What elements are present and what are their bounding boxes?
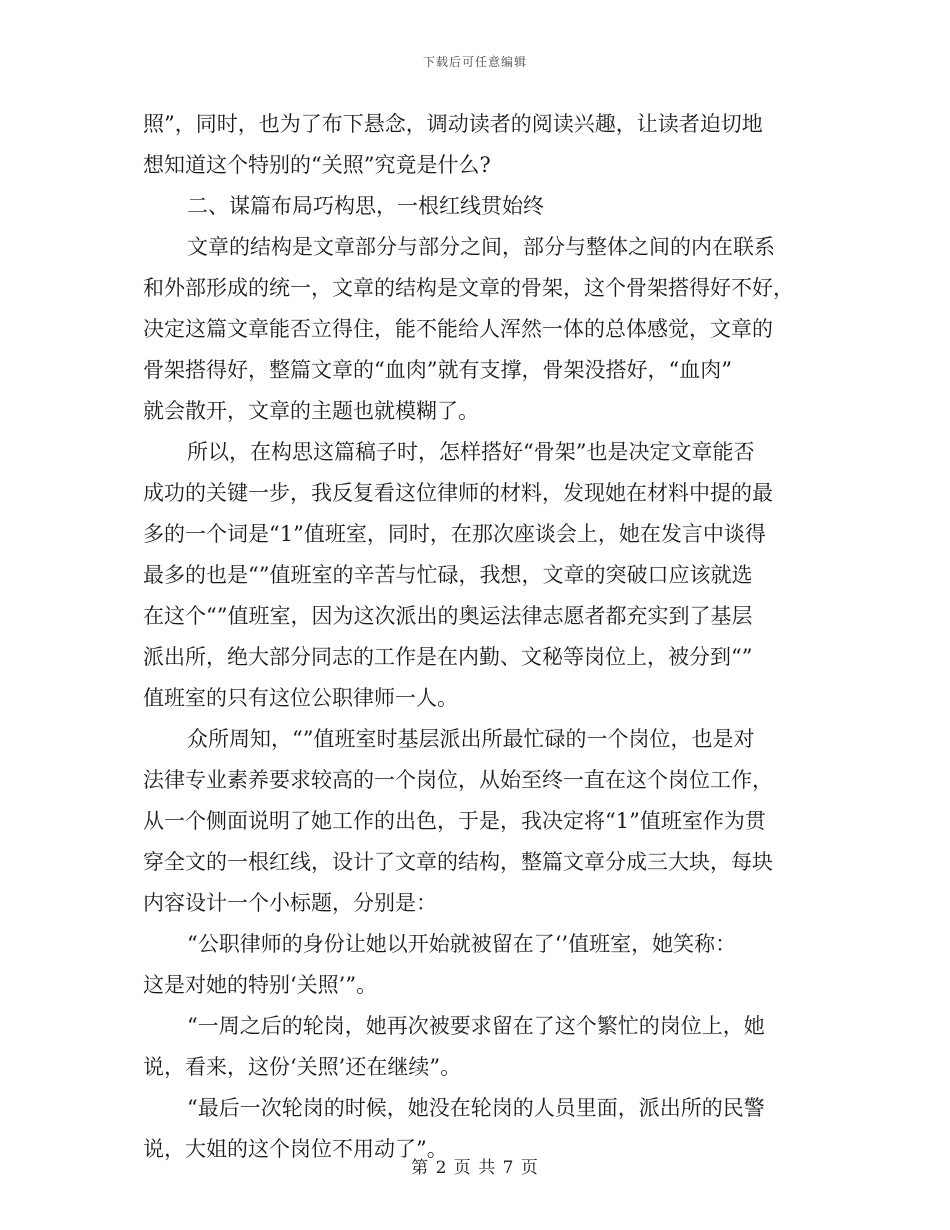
quoted-subtitle-line: “一周之后的轮岗，她再次被要求留在了这个繁忙的岗位上，她 — [187, 1014, 765, 1038]
body-line: 决定这篇文章能否立得住，能不能给人浑然一体的总体感觉，文章的 — [143, 317, 773, 341]
document-body — [143, 104, 807, 1170]
body-line: 从一个侧面说明了她工作的出色，于是，我决定将“1”值班室作为贯 — [143, 809, 766, 833]
body-line: 照”，同时，也为了布下悬念，调动读者的阅读兴趣，让读者迫切地 — [143, 112, 763, 136]
body-line: 法律专业素养要求较高的一个岗位，从始至终一直在这个岗位工作， — [143, 768, 773, 792]
quoted-subtitle-line: 说，看来，这份‘关照’还在继续”。 — [143, 1055, 462, 1079]
body-line: 骨架搭得好，整篇文章的“血肉”就有支撑，骨架没搭好，“血肉” — [143, 358, 732, 382]
body-line: 成功的关键一步，我反复看这位律师的材料，发现她在材料中提的最 — [143, 481, 773, 505]
body-line: 在这个“”值班室，因为这次派出的奥运法律志愿者都充实到了基层 — [143, 604, 753, 628]
body-line: 想知道这个特别的“关照”究竟是什么? — [143, 153, 491, 177]
body-line: 文章的结构是文章部分与部分之间，部分与整体之间的内在联系 — [187, 235, 775, 259]
quoted-subtitle-line: “最后一次轮岗的时候，她没在轮岗的人员里面，派出所的民警 — [187, 1096, 765, 1120]
page-header-note: 下载后可任意编辑 — [422, 55, 527, 69]
quoted-subtitle-line: 这是对她的特别‘关照’”。 — [143, 973, 378, 997]
body-line: 就会散开，文章的主题也就模糊了。 — [143, 399, 479, 423]
body-line: 内容设计一个小标题，分别是： — [143, 891, 437, 915]
body-line: 派出所，绝大部分同志的工作是在内勤、文秘等岗位上，被分到“” — [143, 645, 753, 669]
body-line: 多的一个词是“1”值班室，同时，在那次座谈会上，她在发言中谈得 — [143, 522, 766, 546]
body-line: 穿全文的一根红线，设计了文章的结构，整篇文章分成三大块，每块 — [143, 850, 773, 874]
body-line: 最多的也是“”值班室的辛苦与忙碌，我想，文章的突破口应该就选 — [143, 563, 753, 587]
quoted-subtitle-line: “公职律师的身份让她以开始就被留在了‘’值班室，她笑称： — [187, 932, 737, 956]
page-number: 第 2 页 共 7 页 — [411, 1158, 539, 1178]
body-line: 所以，在构思这篇稿子时，怎样搭好“骨架”也是决定文章能否 — [187, 440, 755, 464]
section-heading: 二、谋篇布局巧构思，一根红线贯始终 — [187, 194, 544, 218]
quoted-subtitle-line: 说，大姐的这个岗位不用动了”。 — [143, 1137, 448, 1161]
body-line: 和外部形成的统一，文章的结构是文章的骨架，这个骨架搭得好不好， — [143, 276, 794, 300]
body-line: 众所周知，“”值班室时基层派出所最忙碌的一个岗位，也是对 — [187, 727, 755, 751]
body-line: 值班室的只有这位公职律师一人。 — [143, 686, 458, 710]
